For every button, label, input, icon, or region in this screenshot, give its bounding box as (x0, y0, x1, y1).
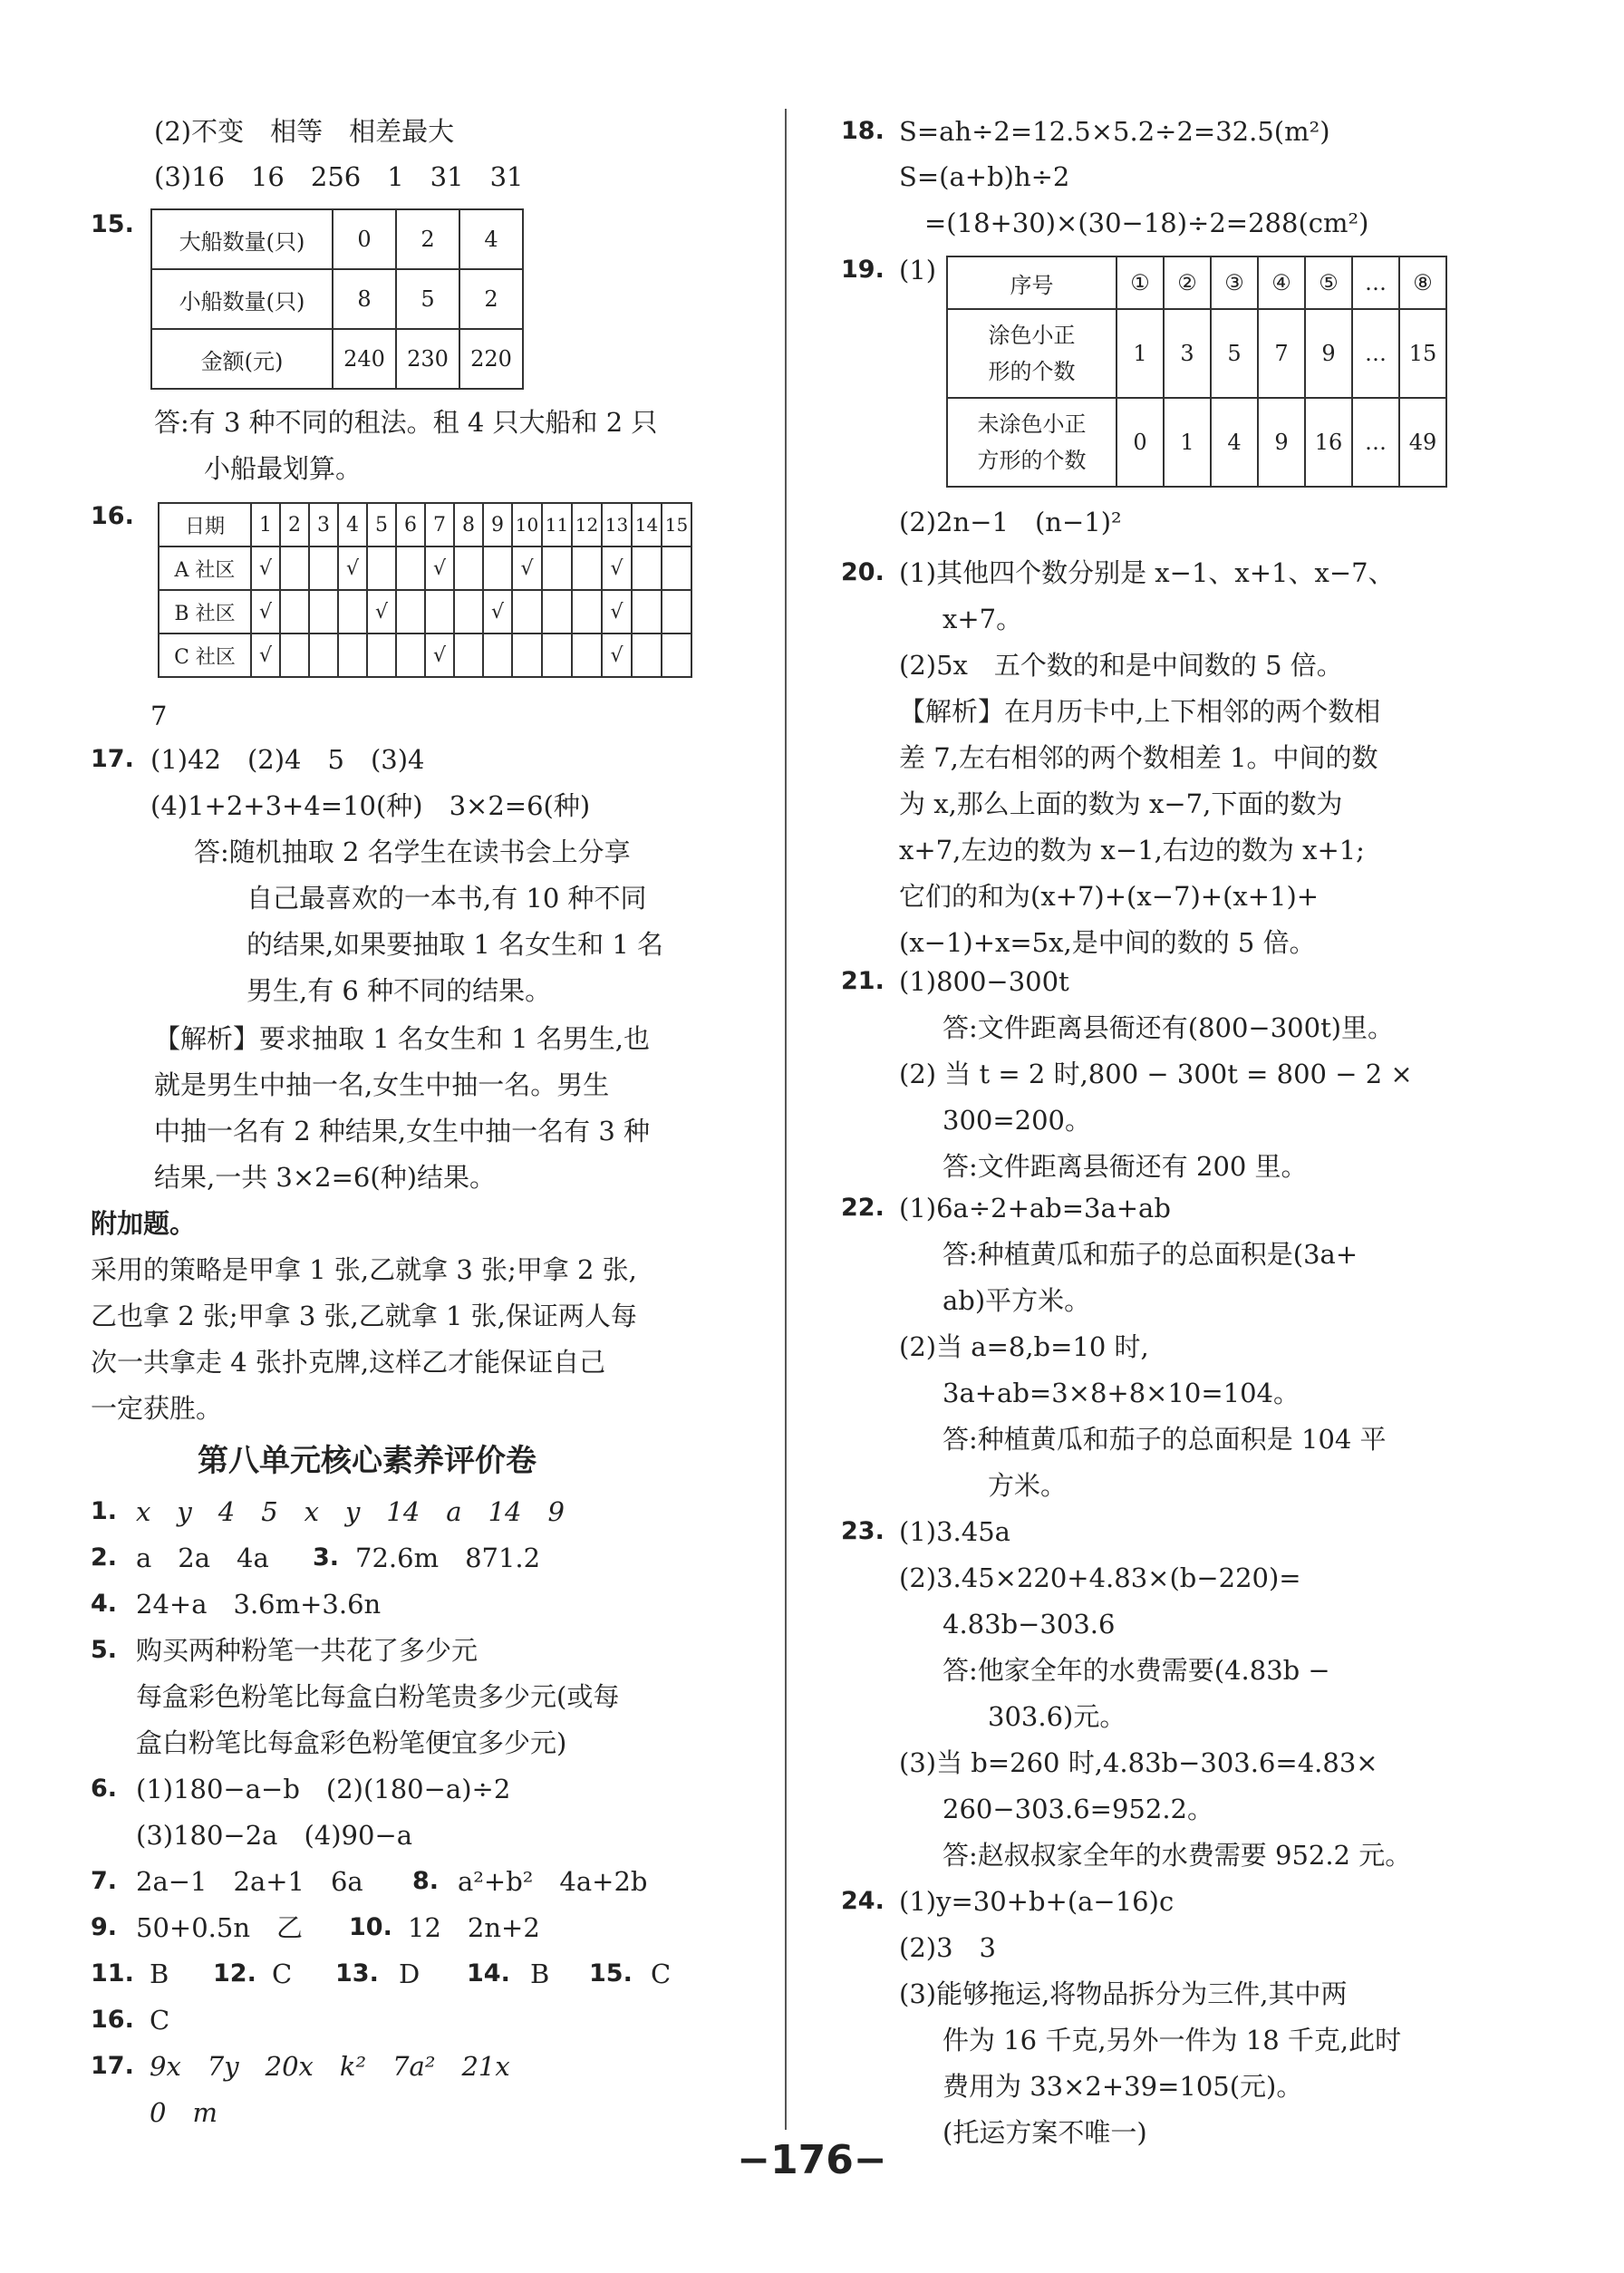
table-cell: 240 (333, 329, 396, 389)
row-header-line: 未涂色小正 (977, 411, 1087, 437)
answer-line: (3)当 b=260 时,4.83b−303.6=4.83× (899, 1747, 1378, 1778)
question-number: 17. (91, 2052, 134, 2080)
table-cell: 2 (459, 269, 523, 329)
table-cell: 5 (1211, 309, 1258, 398)
answer-line: x y 4 5 x y 14 a 14 9 (136, 1496, 565, 1527)
check-cell: √ (251, 590, 280, 634)
row-header-cell: B 社区 (159, 590, 251, 634)
answer-line: (2) 当 t = 2 时,800 − 300t = 800 − 2 × (899, 1059, 1413, 1089)
check-cell: √ (338, 546, 367, 590)
answer-line: (1)y=30+b+(a−16)c (899, 1886, 1174, 1917)
table-row (159, 590, 691, 634)
answer-line: 答:随机抽取 2 名学生在读书会上分享 (194, 837, 631, 867)
answer-line: 3a+ab=3×8+8×10=104。 (942, 1378, 1300, 1408)
question-number: 2. (91, 1543, 118, 1572)
check-cell (542, 546, 572, 590)
answer-line: (1) (899, 255, 937, 285)
question-number: 5. (91, 1636, 118, 1664)
answer-line: 乙也拿 2 张;甲拿 3 张,乙就拿 1 张,保证两人每 (91, 1301, 637, 1331)
table-cell: ② (1164, 256, 1211, 309)
answer-line: 7 (150, 701, 168, 731)
column-header-cell: 6 (396, 503, 425, 546)
analysis-line: 就是男生中抽一名,女生中抽一名。男生 (154, 1069, 610, 1100)
answer-line: 方米。 (988, 1470, 1068, 1501)
analysis-line: 它们的和为(x+7)+(x−7)+(x+1)+ (899, 881, 1320, 912)
answer-line: (1)其他四个数分别是 x−1、x+1、x−7、 (899, 557, 1395, 588)
table-row (151, 209, 523, 269)
answer-line: 4.83b−303.6 (942, 1609, 1116, 1639)
boat-rental-table (150, 208, 524, 390)
check-cell (309, 590, 338, 634)
answer-line: 采用的策略是甲拿 1 张,乙就拿 3 张;甲拿 2 张, (91, 1254, 637, 1285)
question-number: 17. (91, 745, 134, 773)
row-header-cell: 金额(元) (151, 329, 333, 389)
answer-line: 答:赵叔叔家全年的水费需要 952.2 元。 (942, 1840, 1412, 1871)
answer-line: 24+a 3.6m+3.6n (136, 1589, 382, 1620)
column-header-cell: 11 (542, 503, 572, 546)
check-cell: √ (367, 590, 396, 634)
answer-line: 次一共拿走 4 张扑克牌,这样乙才能保证自己 (91, 1347, 606, 1378)
answer-line: (2)3.45×220+4.83×(b−220)= (899, 1562, 1301, 1593)
answer-line: 2a−1 2a+1 6a (136, 1866, 363, 1897)
answer-line: (1)3.45a (899, 1516, 1010, 1547)
table-cell: 1 (1116, 309, 1164, 398)
row-header-cell: A 社区 (159, 546, 251, 590)
column-header-cell: 4 (338, 503, 367, 546)
column-header-cell: 10 (512, 503, 542, 546)
answer-line: 0 m (150, 2097, 218, 2128)
table-cell: 4 (459, 209, 523, 269)
check-cell (572, 634, 602, 677)
check-cell: √ (251, 546, 280, 590)
question-number: 23. (841, 1517, 884, 1545)
question-number: 24. (841, 1887, 884, 1915)
check-cell: √ (483, 590, 512, 634)
table-cell: … (1352, 398, 1399, 487)
analysis-line: (x−1)+x=5x,是中间的数的 5 倍。 (899, 927, 1316, 958)
check-cell: √ (425, 634, 454, 677)
answer-line: 303.6)元。 (988, 1701, 1126, 1732)
question-number: 11. (91, 1959, 134, 1988)
check-cell (454, 590, 483, 634)
answer-line: a²+b² 4a+2b (458, 1866, 648, 1897)
answer-line: B (530, 1959, 550, 1989)
question-number: 16. (91, 502, 134, 530)
question-number: 8. (412, 1867, 440, 1895)
table-cell: ① (1116, 256, 1164, 309)
question-number: 21. (841, 967, 884, 995)
question-number: 7. (91, 1867, 118, 1895)
check-cell (632, 590, 662, 634)
column-header-cell: 9 (483, 503, 512, 546)
question-number: 22. (841, 1194, 884, 1222)
analysis-line: 结果,一共 3×2=6(种)结果。 (154, 1162, 497, 1193)
table-cell: 230 (396, 329, 459, 389)
table-cell: … (1352, 256, 1399, 309)
table-row (947, 309, 1446, 398)
answer-line: 答:有 3 种不同的租法。租 4 只大船和 2 只 (154, 407, 658, 438)
table-row (947, 398, 1446, 487)
answer-line: (2)不变 相等 相差最大 (154, 116, 455, 147)
row-header-cell: C 社区 (159, 634, 251, 677)
check-cell (542, 634, 572, 677)
answer-line: B (150, 1959, 169, 1989)
check-cell (572, 590, 602, 634)
answer-line: 9x 7y 20x k² 7a² 21x (150, 2051, 510, 2082)
check-cell (367, 634, 396, 677)
check-cell: √ (602, 546, 632, 590)
check-cell (662, 546, 691, 590)
analysis-line: 【解析】在月历卡中,上下相邻的两个数相 (899, 696, 1381, 727)
question-number: 1. (91, 1497, 118, 1525)
table-cell: 0 (333, 209, 396, 269)
table-cell: 15 (1399, 309, 1446, 398)
question-number: 6. (91, 1775, 118, 1803)
answer-line: x+7。 (942, 604, 1023, 634)
row-header-cell (947, 309, 1116, 398)
row-header-cell: 序号 (947, 256, 1116, 309)
table-row (151, 269, 523, 329)
check-cell (338, 590, 367, 634)
check-cell (542, 590, 572, 634)
check-cell (280, 546, 309, 590)
answer-line: (1)800−300t (899, 966, 1069, 997)
question-number: 4. (91, 1590, 118, 1618)
check-cell (396, 590, 425, 634)
check-cell (280, 590, 309, 634)
schedule-table (158, 502, 692, 678)
question-number: 15. (589, 1959, 633, 1988)
row-header-cell (947, 398, 1116, 487)
answer-line: 件为 16 千克,另外一件为 18 千克,此时 (942, 2025, 1402, 2055)
answer-line: 答:种植黄瓜和茄子的总面积是(3a+ (942, 1239, 1358, 1270)
check-cell (483, 546, 512, 590)
answer-line: 12 2n+2 (408, 1912, 540, 1943)
column-header-cell: 12 (572, 503, 602, 546)
check-cell (367, 546, 396, 590)
answer-line: ab)平方米。 (942, 1285, 1091, 1316)
question-number: 16. (91, 2006, 134, 2034)
answer-line: S=(a+b)h÷2 (899, 161, 1070, 192)
check-cell (632, 546, 662, 590)
table-header-row (159, 503, 691, 546)
check-cell (512, 590, 542, 634)
answer-line: 费用为 33×2+39=105(元)。 (942, 2071, 1303, 2102)
answer-line: (3)能够拖运,将物品拆分为三件,其中两 (899, 1978, 1348, 2009)
answer-line: 260−303.6=952.2。 (942, 1794, 1213, 1824)
answer-line: 男生,有 6 种不同的结果。 (246, 975, 552, 1006)
answer-line: (2)当 a=8,b=10 时, (899, 1331, 1149, 1362)
table-cell: ⑧ (1399, 256, 1446, 309)
table-cell: 16 (1305, 398, 1352, 487)
check-cell (662, 590, 691, 634)
row-header-line: 方形的个数 (977, 448, 1087, 473)
table-cell: 5 (396, 269, 459, 329)
column-header-cell: 日期 (159, 503, 251, 546)
column-header-cell: 8 (454, 503, 483, 546)
table-row (159, 634, 691, 677)
answer-line: 300=200。 (942, 1105, 1092, 1136)
table-cell: 8 (333, 269, 396, 329)
answer-line: (托运方案不唯一) (942, 2117, 1147, 2148)
table-cell: … (1352, 309, 1399, 398)
check-cell (338, 634, 367, 677)
answer-line: (1)6a÷2+ab=3a+ab (899, 1193, 1171, 1224)
check-cell (662, 634, 691, 677)
column-header-cell: 3 (309, 503, 338, 546)
check-cell: √ (425, 546, 454, 590)
table-cell: ⑤ (1305, 256, 1352, 309)
answer-line: 自己最喜欢的一本书,有 10 种不同 (246, 883, 647, 914)
question-number: 14. (467, 1959, 510, 1988)
check-cell (512, 634, 542, 677)
answer-line: (1)180−a−b (2)(180−a)÷2 (136, 1774, 511, 1804)
column-header-cell: 7 (425, 503, 454, 546)
row-header-line: 形的个数 (988, 359, 1076, 384)
column-header-cell: 1 (251, 503, 280, 546)
answer-line: 答:文件距离县衙还有(800−300t)里。 (942, 1012, 1395, 1043)
answer-line: 答:他家全年的水费需要(4.83b − (942, 1655, 1330, 1686)
table-cell: 4 (1211, 398, 1258, 487)
analysis-line: 差 7,左右相邻的两个数相差 1。中间的数 (899, 742, 1378, 773)
question-number: 12. (213, 1959, 256, 1988)
analysis-line: 【解析】要求抽取 1 名女生和 1 名男生,也 (154, 1023, 650, 1054)
question-number: 9. (91, 1913, 118, 1941)
answer-line: (4)1+2+3+4=10(种) 3×2=6(种) (150, 790, 591, 821)
answer-line: 50+0.5n 乙 (136, 1912, 303, 1943)
row-header-cell: 小船数量(只) (151, 269, 333, 329)
answer-line: 盒白粉笔比每盒彩色粉笔便宜多少元) (136, 1727, 567, 1758)
column-header-cell: 14 (632, 503, 662, 546)
table-cell: 7 (1258, 309, 1305, 398)
column-header-cell: 2 (280, 503, 309, 546)
analysis-line: 中抽一名有 2 种结果,女生中抽一名有 3 种 (154, 1116, 650, 1146)
check-cell (632, 634, 662, 677)
question-number: 10. (349, 1913, 392, 1941)
answer-line: 答:文件距离县衙还有 200 里。 (942, 1151, 1308, 1182)
answer-line: 购买两种粉笔一共花了多少元 (136, 1635, 478, 1666)
answer-line: (2)3 3 (899, 1932, 996, 1963)
question-number: 3. (313, 1543, 340, 1572)
table-cell: 9 (1305, 309, 1352, 398)
question-number: 19. (841, 256, 884, 284)
table-cell: 220 (459, 329, 523, 389)
column-divider (785, 109, 787, 2130)
column-header-cell: 5 (367, 503, 396, 546)
answer-line: (2)2n−1 (n−1)² (899, 507, 1122, 537)
answer-line: (2)5x 五个数的和是中间数的 5 倍。 (899, 650, 1343, 681)
extra-question-heading: 附加题。 (91, 1208, 197, 1239)
table-row (947, 256, 1446, 309)
check-cell (572, 546, 602, 590)
answer-line: 72.6m 871.2 (355, 1543, 541, 1573)
table-cell: 9 (1258, 398, 1305, 487)
check-cell: √ (602, 590, 632, 634)
question-number: 15. (91, 210, 134, 238)
table-cell: ④ (1258, 256, 1305, 309)
check-cell (396, 634, 425, 677)
table-cell: 49 (1399, 398, 1446, 487)
question-number: 13. (335, 1959, 379, 1988)
answer-line: C (272, 1959, 293, 1989)
table-cell: 2 (396, 209, 459, 269)
analysis-line: 为 x,那么上面的数为 x−7,下面的数为 (899, 788, 1343, 819)
answer-line: (3)16 16 256 1 31 31 (154, 161, 524, 192)
check-cell (454, 546, 483, 590)
check-cell: √ (512, 546, 542, 590)
square-count-table (946, 256, 1447, 488)
answer-line: 的结果,如果要抽取 1 名女生和 1 名 (246, 929, 663, 960)
check-cell (483, 634, 512, 677)
question-number: 20. (841, 558, 884, 586)
check-cell (309, 634, 338, 677)
answer-line: 小船最划算。 (204, 453, 362, 484)
answer-line: =(18+30)×(30−18)÷2=288(cm²) (924, 208, 1369, 238)
check-cell (396, 546, 425, 590)
table-cell: ③ (1211, 256, 1258, 309)
table-cell: 0 (1116, 398, 1164, 487)
table-row (151, 329, 523, 389)
check-cell (454, 634, 483, 677)
answer-line: (1)42 (2)4 5 (3)4 (150, 744, 425, 775)
row-header-line: 涂色小正 (988, 323, 1076, 348)
column-header-cell: 13 (602, 503, 632, 546)
section-title: 第八单元核心素养评价卷 (198, 1443, 536, 1479)
answer-line: 一定获胜。 (91, 1393, 223, 1424)
check-cell: √ (602, 634, 632, 677)
answer-line: 每盒彩色粉笔比每盒白粉笔贵多少元(或每 (136, 1681, 620, 1712)
answer-line: 答:种植黄瓜和茄子的总面积是 104 平 (942, 1424, 1387, 1455)
question-number: 18. (841, 117, 884, 145)
answer-line: (3)180−2a (4)90−a (136, 1820, 413, 1851)
table-row (159, 546, 691, 590)
table-cell: 3 (1164, 309, 1211, 398)
analysis-line: x+7,左边的数为 x−1,右边的数为 x+1; (899, 835, 1365, 866)
answer-line: C (150, 2005, 170, 2036)
check-cell (309, 546, 338, 590)
check-cell (425, 590, 454, 634)
table-cell: 1 (1164, 398, 1211, 487)
answer-line: D (399, 1959, 420, 1989)
page-number: −176− (737, 2137, 887, 2183)
check-cell (280, 634, 309, 677)
row-header-cell: 大船数量(只) (151, 209, 333, 269)
check-cell: √ (251, 634, 280, 677)
answer-line: S=ah÷2=12.5×5.2÷2=32.5(m²) (899, 116, 1330, 147)
answer-line: a 2a 4a (136, 1543, 269, 1573)
column-header-cell: 15 (662, 503, 691, 546)
answer-line: C (651, 1959, 672, 1989)
